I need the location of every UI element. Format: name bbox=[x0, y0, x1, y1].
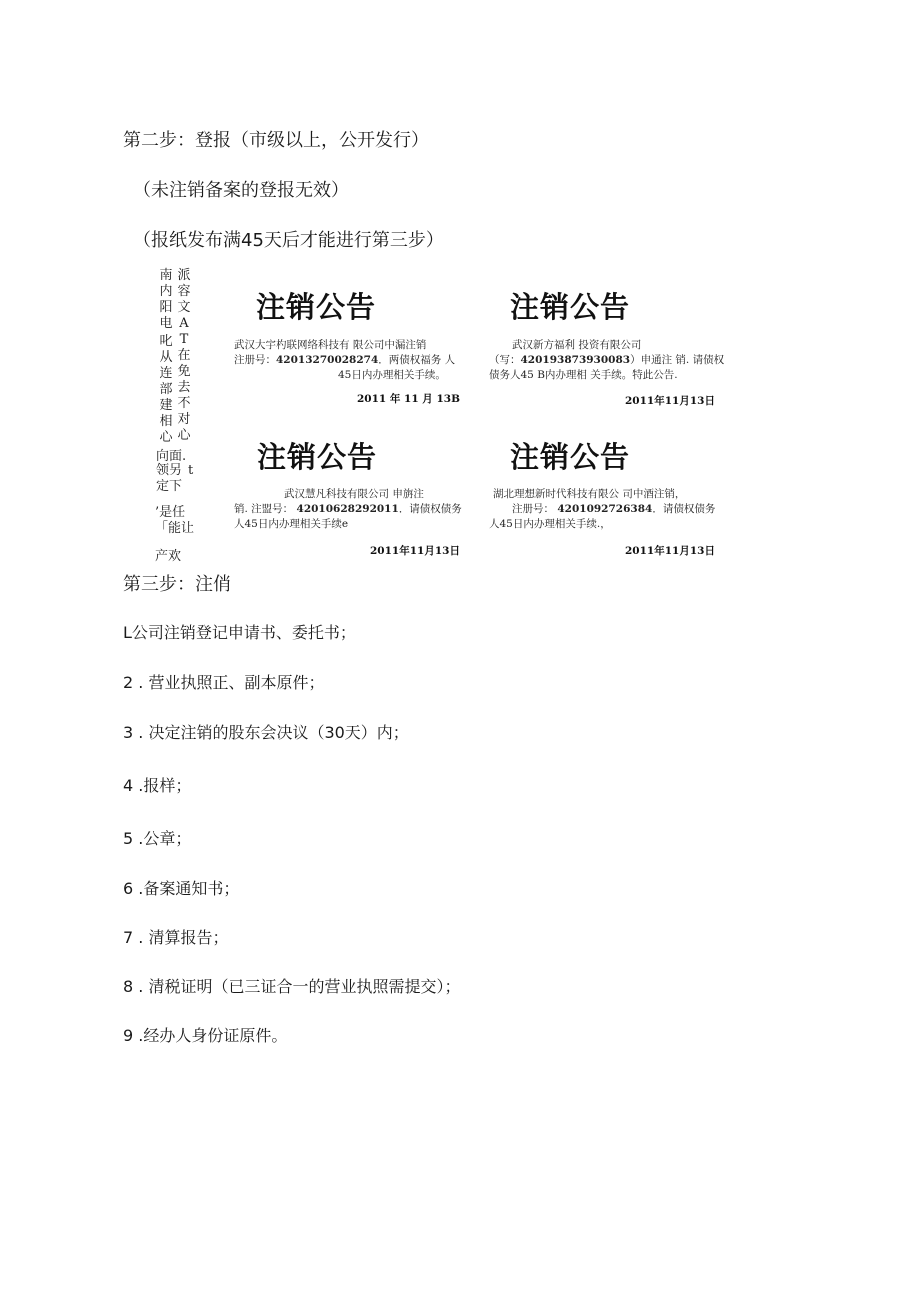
side-line-4: ’是任 bbox=[155, 505, 186, 520]
notice-title: 注销公告 bbox=[510, 290, 631, 324]
side-col-6: 建相心 bbox=[159, 398, 173, 445]
side-col-2: 在免去 bbox=[177, 348, 191, 395]
notice-title: 注销公告 bbox=[510, 440, 631, 474]
side-col-1: 派容文A bbox=[177, 268, 191, 331]
notice-date: 2011年11月13日 bbox=[625, 545, 715, 557]
list-item: 6 .备案通知书； bbox=[123, 879, 240, 898]
notice-line: 注册号： 4201092726384．请债权债务 bbox=[512, 503, 716, 515]
notice-date: 2011 年 11 月 13B bbox=[357, 393, 460, 405]
list-item: 4 .报样； bbox=[123, 776, 192, 795]
list-item: 9 .经办人身份证原件。 bbox=[123, 1026, 288, 1045]
list-item: L公司注销登记申请书、委托书； bbox=[123, 623, 356, 642]
side-line-3: 定下 bbox=[156, 479, 183, 494]
list-item: 5 .公章； bbox=[123, 829, 192, 848]
notice-date: 2011年11月13日 bbox=[370, 545, 460, 557]
list-item: 8 . 清税证明（已三证合一的营业执照需提交）； bbox=[123, 977, 461, 996]
notice-line: 债务人45 B内办理相 关手续。特此公告. bbox=[489, 369, 678, 381]
notice-title: 注销公告 bbox=[256, 290, 377, 324]
side-line-6: 产欢 bbox=[155, 549, 182, 564]
notice-line: 销. 注盟号： 420106282920​11．请债权债务 bbox=[234, 503, 462, 515]
side-col-5: 叱从连部 bbox=[159, 334, 173, 397]
side-col-3: 不对心 bbox=[177, 396, 191, 443]
step3-title: 第三步：注俏 bbox=[123, 574, 231, 595]
list-item: 7 . 清算报告； bbox=[123, 928, 229, 947]
notice-line: 湖北理想新时代科技有限公 司中酒注销， bbox=[493, 488, 686, 500]
side-col-4: 南内阳电 bbox=[159, 268, 173, 331]
list-item: 2 . 营业执照正、副本原件； bbox=[123, 673, 325, 692]
notice-line: 武汉大宇杓联网络科技有 限公司中漏注销 bbox=[234, 339, 427, 351]
notice-line: 人45日内办理相关手续e bbox=[234, 518, 349, 530]
notice-line: （写：420193873930083）申通注 销. 请债权 bbox=[489, 354, 725, 366]
notice-date: 2011年11月13日 bbox=[625, 395, 715, 407]
side-line-1: 向面. bbox=[156, 449, 187, 464]
side-line-2b: t bbox=[188, 463, 194, 478]
notice-line: 武汉慧凡科技有限公司 申旃注 bbox=[284, 488, 424, 500]
notice-line: 人45日内办理相关手续.， bbox=[489, 518, 611, 530]
list-item: 3 . 决定注销的股东会决议（30天）内； bbox=[123, 723, 409, 742]
notice-title: 注销公告 bbox=[257, 440, 378, 474]
notice-line: 注册号：420132700282​74．两债权福务 人 bbox=[234, 354, 456, 366]
notice-line: 武汉新方福利 投资有限公司 bbox=[512, 339, 642, 351]
side-line-2a: 领另 bbox=[156, 463, 183, 478]
step2-note-45days: （报纸发布满45天后才能进行第三步） bbox=[133, 230, 444, 251]
side-line-5: 「能让 bbox=[155, 521, 195, 536]
step2-note-unregistered: （未注销备案的登报无效） bbox=[133, 180, 349, 201]
step2-title: 第二步：登报（市级以上，公开发行） bbox=[123, 130, 429, 151]
side-col-2-prefix: T bbox=[179, 332, 189, 347]
notice-line: 45日内办理相关手续。 bbox=[338, 369, 446, 381]
